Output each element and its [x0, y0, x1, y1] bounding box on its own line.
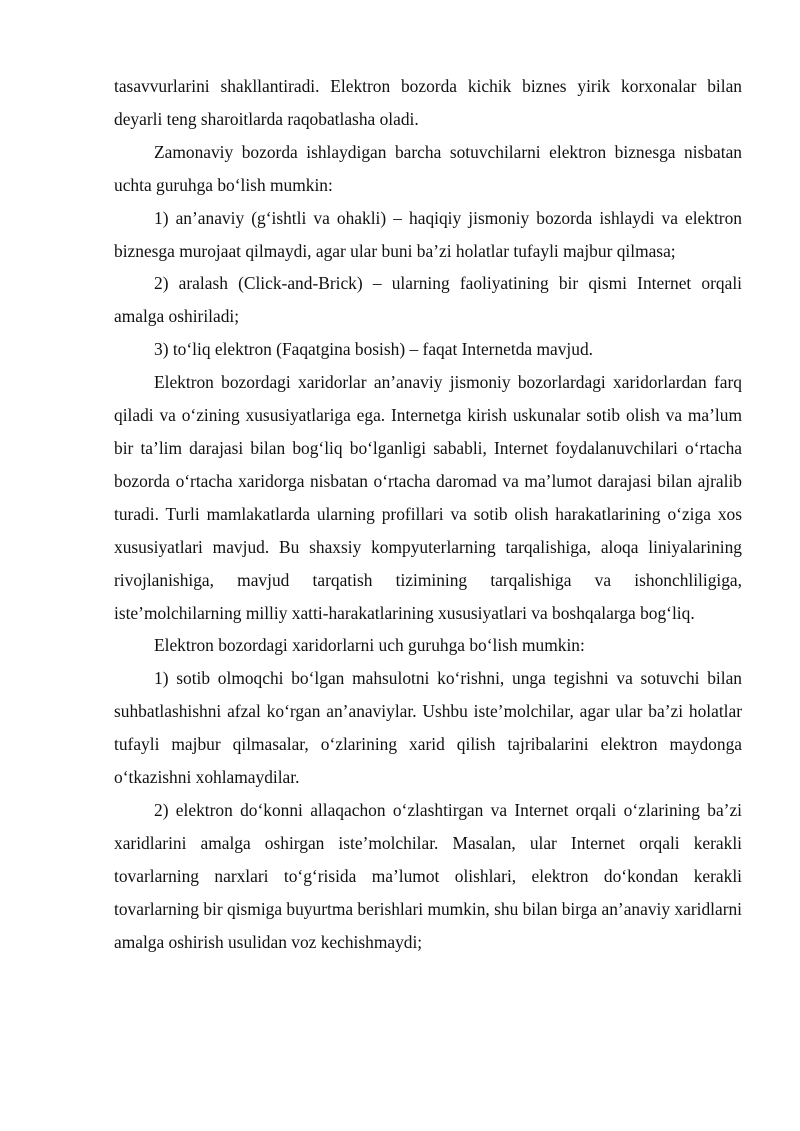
list-item-traditional: 1) an’anaviy (gʻishtli va ohakli) – haqiqiy jismoniy bozorda ishlaydi va elektron biznesga murojaat qilmaydi, agar ular buni ba’zi holatlar tufayli majbur qilmasa;	[114, 207, 742, 261]
list-item-buyer-adopters: 2) elektron doʻkonni allaqachon oʻzlashtirgan va Internet orqali oʻzlarining ba’zi xaridlarini amalga oshirgan iste’molchilar. Masalan, ular Internet orqali kerakli tovarlarning narxlari toʻgʻrisida ma’lumot olishlari, elektron doʻkondan kerakli tovarlarning bir qismiga buyurtma berishlari mumkin, shu bilan birga an’anaviy xaridlarni amalga oshirish usulidan voz kechishmaydi;	[114, 799, 743, 952]
paragraph-buyers-description: Elektron bozordagi xaridorlar an’anaviy jismoniy bozorlardagi xaridorlardan farq qiladi va oʻzining xususiyatlariga ega. Internetga kirish uskunalar sotib olish va ma’lum bir ta’lim darajasi bilan bogʻliq boʻlganligi sababli, Internet foydalanuvchilari oʻrtacha bozorda oʻrtacha xaridorga nisbatan oʻrtacha daromad va ma’lumot darajasi bilan ajralib turadi. Turli mamlakatlarda ularning profillari va sotib olish harakatlarining oʻziga xos xususiyatlari mavjud. Bu shaxsiy kompyuterlarning tarqalishiga, aloqa liniyalarining rivojlanishiga, mavjud tarqatish tizimining tarqalishiga va ishonchliligiga, iste’molchilarning milliy xatti-harakatlarining xususiyatlari va boshqalarga bogʻliq.	[114, 372, 742, 623]
paragraph-continuation: tasavvurlarini shakllantiradi. Elektron bozorda kichik biznes yirik korxonalar bilan deyarli teng sharoitlarda raqobatlasha oladi.	[114, 76, 742, 129]
document-page	[114, 70, 742, 958]
list-item-full-electronic: 3) toʻliq elektron (Faqatgina bosish) – faqat Internetda mavjud.	[154, 339, 593, 360]
list-item-buyer-traditionalists: 1) sotib olmoqchi boʻlgan mahsulotni koʻrishni, unga tegishni va sotuvchi bilan suhbatlashishni afzal koʻrgan an’anaviylar. Ushbu iste’molchilar, agar ular ba’zi holatlar tufayli majbur qilmasalar, oʻzlarining xarid qilish tajribalarini elektron maydonga oʻtkazishni xohlamaydilar.	[114, 668, 742, 788]
paragraph-buyer-groups-intro: Elektron bozordagi xaridorlarni uch guruhga boʻlish mumkin:	[154, 635, 585, 656]
paragraph-seller-groups-intro: Zamonaviy bozorda ishlaydigan barcha sotuvchilarni elektron biznesga nisbatan uchta guruhga boʻlish mumkin:	[114, 141, 742, 195]
list-item-mixed: 2) aralash (Click-and-Brick) – ularning faoliyatining bir qismi Internet orqali amalga oshiriladi;	[114, 273, 742, 327]
